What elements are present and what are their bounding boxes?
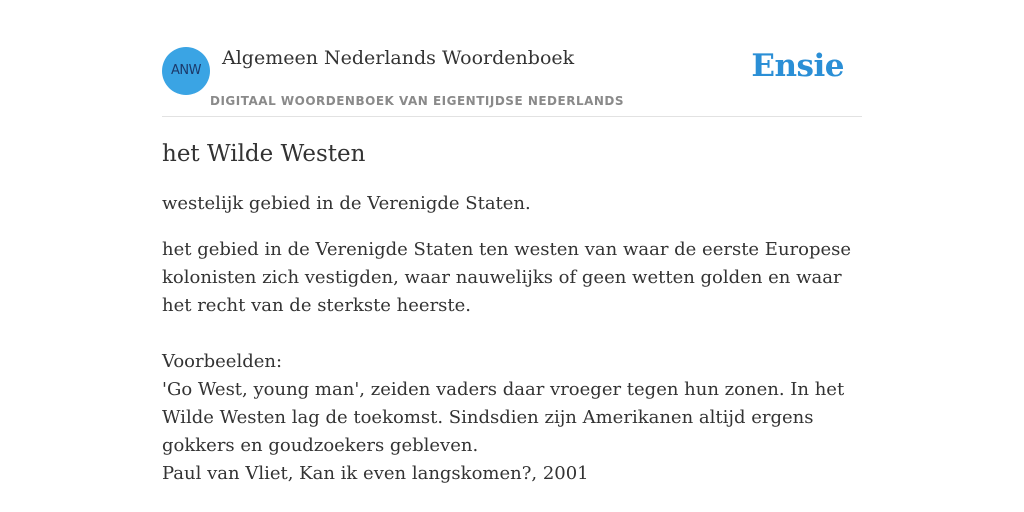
entry-content [162, 136, 862, 488]
example-source: Paul van Vliet, Kan ik even langskomen?, 2001 [162, 463, 589, 484]
examples-label: Voorbeelden: [162, 351, 283, 372]
long-definition-block [162, 236, 862, 488]
short-definition: westelijk gebied in de Verenigde Staten. [162, 193, 531, 214]
examples-block [162, 348, 862, 488]
site-title[interactable]: Algemeen Nederlands Woordenboek [222, 47, 575, 69]
spacer [162, 320, 862, 348]
ensie-brand-logo[interactable]: Ensie [751, 48, 844, 84]
entry-title: het Wilde Westen [162, 141, 366, 167]
header [162, 44, 862, 117]
example-text: 'Go West, young man', zeiden vaders daar vroeger tegen hun zonen. In het Wilde Westen lag de toekomst. Sindsdien zijn Amerikanen altijd ergens gokkers en goudzoekers gebleven. [162, 379, 845, 456]
site-subtitle: DIGITAAL WOORDENBOEK VAN EIGENTIJDSE NEDERLANDS [210, 94, 625, 108]
long-definition: het gebied in de Verenigde Staten ten westen van waar de eerste Europese kolonisten zich vestigden, waar nauwelijks of geen wetten golden en waar het recht van de sterkste heerste. [162, 239, 852, 316]
anw-logo[interactable]: ANW [162, 47, 210, 95]
